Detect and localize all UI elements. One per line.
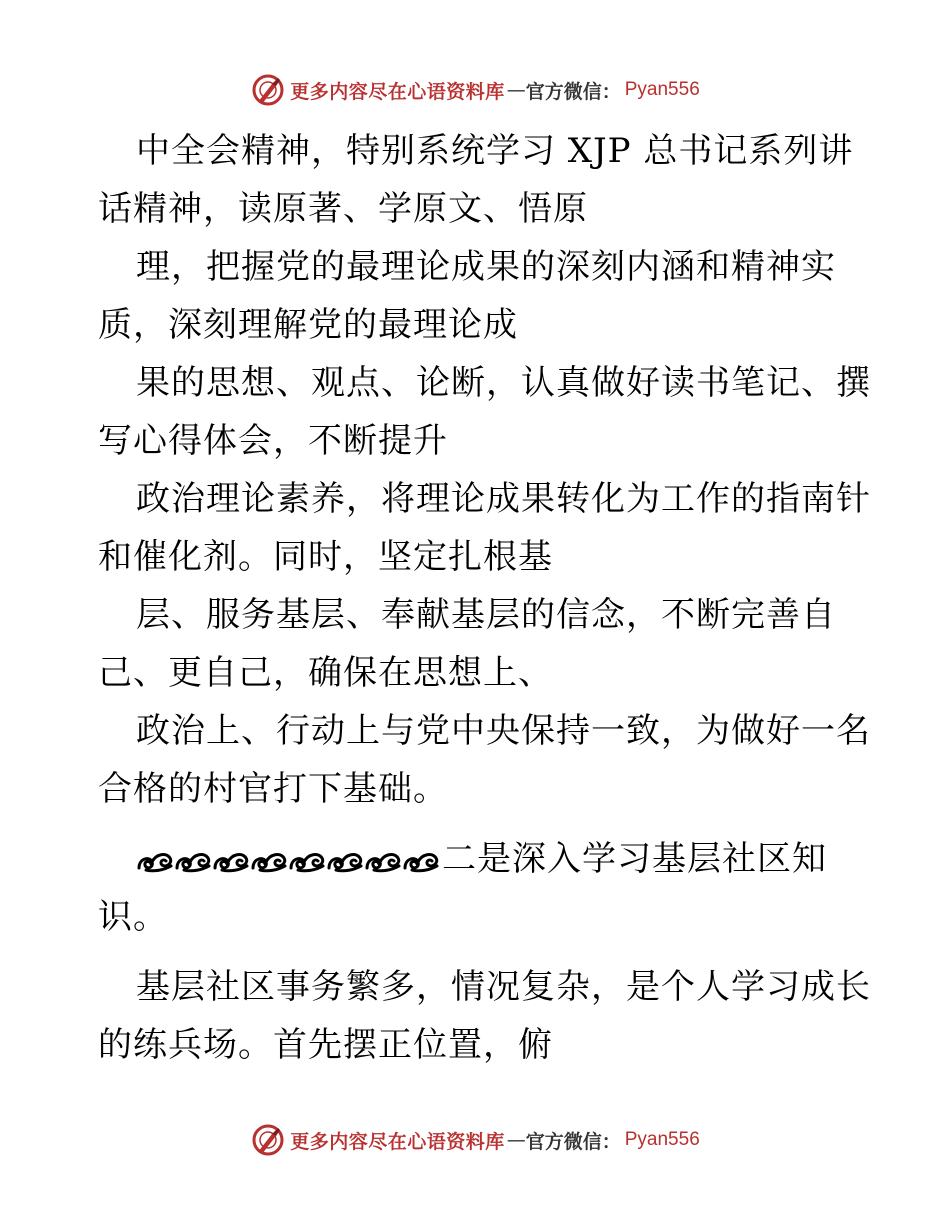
document-body: 中全会精神，特别系统学习 XJP 总书记系列讲 话精神，读原著、学原文、悟原 理，把握党的最理论成果的深刻内涵和精神实 质，深刻理解党的最理论成 果的思想、观点、论断，认真做好读书笔记、撰 写心得体会，不断提升 政治理论素养，将理论成果转化为工作的指南针 和催化剂。同时，坚定扎根基 层、服务基层、奉献基层的信念，不断完善自 己、更自己，确保在思想上、 政治上、行动上与党中央保持一致，为做好一名 合格的村官打下基础。 二是深入学习基层社区知 识。 基层社区事务繁多，情况复杂，是个人学习成长 的练兵场。首先摆正位置，俯 [98,122,858,1074]
swirl-ornament-icon [288,848,326,874]
swirl-ornament-icon [250,848,288,874]
ornament-row [136,848,440,874]
paragraph-6: 政治上、行动上与党中央保持一致，为做好一名 [136,711,871,751]
paragraph-5: 层、服务基层、奉献基层的信念，不断完善自 [136,595,836,635]
banner-separator: — [506,79,526,101]
header-watermark [0,70,950,110]
banner-wechat-label: 官方微信： [525,80,621,103]
pen-logo-icon [250,1122,286,1158]
banner-wechat-label: 官方微信： [525,1130,621,1153]
paragraph-1: 中全会精神，特别系统学习 XJP 总书记系列讲 [136,131,854,171]
swirl-ornament-icon [364,848,402,874]
pen-logo-icon [250,72,286,108]
banner-text: 更多内容尽在心语资料库 [290,80,505,103]
paragraph-7-heading: 二是深入学习基层社区知 [98,830,858,888]
banner-separator: — [506,1129,526,1151]
swirl-ornament-icon [402,848,440,874]
paragraph-3: 果的思想、观点、论断，认真做好读书笔记、撰 [136,363,871,403]
swirl-ornament-icon [326,848,364,874]
swirl-ornament-icon [136,848,174,874]
paragraph-2: 理，把握党的最理论成果的深刻内涵和精神实 [136,247,836,287]
banner-wechat-id: Pyan556 [624,79,700,100]
banner-wechat-id: Pyan556 [624,1129,700,1150]
paragraph-8: 基层社区事务繁多，情况复杂，是个人学习成长 [136,967,871,1007]
footer-watermark [0,1120,950,1160]
swirl-ornament-icon [212,848,250,874]
swirl-ornament-icon [174,848,212,874]
banner-text: 更多内容尽在心语资料库 [290,1130,505,1153]
paragraph-4: 政治理论素养，将理论成果转化为工作的指南针 [136,479,871,519]
